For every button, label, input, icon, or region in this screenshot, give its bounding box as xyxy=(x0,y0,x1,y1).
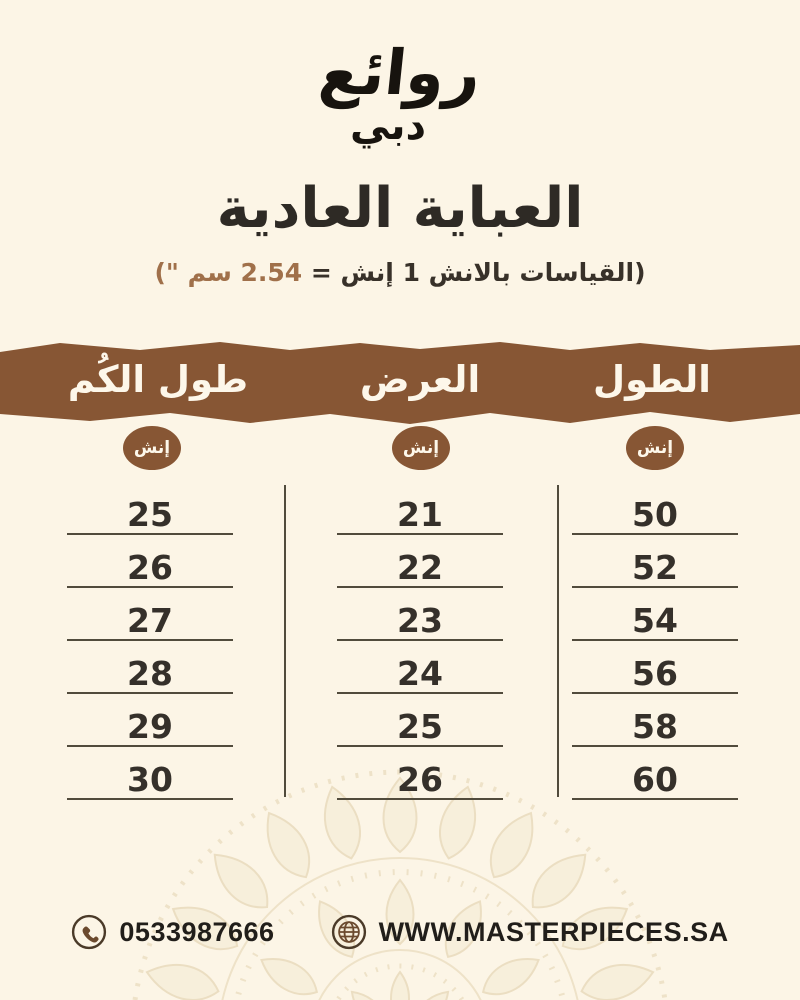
column-divider xyxy=(557,485,559,797)
sleeve-value: 25 xyxy=(67,482,233,535)
width-value: 23 xyxy=(337,588,503,641)
sleeve-value: 30 xyxy=(67,747,233,800)
brand-logo xyxy=(0,36,800,149)
width-value: 26 xyxy=(337,747,503,800)
length-value: 52 xyxy=(572,535,738,588)
width-value: 25 xyxy=(337,694,503,747)
measurement-note-prefix: (القياسات بالانش 1 إنش = xyxy=(310,258,646,287)
globe-icon xyxy=(331,914,367,950)
unit-badge-length: إنش xyxy=(626,426,684,470)
column-length-values xyxy=(560,482,750,800)
sleeve-value: 28 xyxy=(67,641,233,694)
website-contact xyxy=(331,914,729,950)
brand-logo-main-word: روائع xyxy=(315,36,485,109)
unit-badge-width: إنش xyxy=(392,426,450,470)
page-title: العباية العادية xyxy=(216,176,584,241)
column-width-values xyxy=(325,482,515,800)
measurement-note-conversion: 2.54 سم ") xyxy=(154,258,303,287)
phone-contact xyxy=(71,914,274,950)
width-value: 24 xyxy=(337,641,503,694)
length-value: 56 xyxy=(572,641,738,694)
length-value: 50 xyxy=(572,482,738,535)
length-value: 54 xyxy=(572,588,738,641)
table-header-banner xyxy=(0,334,800,428)
sleeve-value: 27 xyxy=(67,588,233,641)
sleeve-value: 29 xyxy=(67,694,233,747)
footer-contacts xyxy=(0,902,800,962)
brand-logo-sub-word: دبي xyxy=(349,103,426,149)
sleeve-value: 26 xyxy=(67,535,233,588)
column-header-sleeve: طول الكُم xyxy=(67,357,249,401)
column-header-width: العرض xyxy=(359,357,481,401)
unit-badge-sleeve: إنش xyxy=(123,426,181,470)
width-value: 21 xyxy=(337,482,503,535)
width-value: 22 xyxy=(337,535,503,588)
website-url: WWW.MASTERPIECES.SA xyxy=(378,916,729,947)
column-divider xyxy=(284,485,286,797)
column-sleeve-values xyxy=(55,482,245,800)
length-value: 60 xyxy=(572,747,738,800)
phone-number: 0533987666 xyxy=(119,916,275,947)
length-value: 58 xyxy=(572,694,738,747)
phone-icon xyxy=(71,914,107,950)
column-header-length: الطول xyxy=(593,357,711,401)
measurement-note xyxy=(0,258,800,287)
